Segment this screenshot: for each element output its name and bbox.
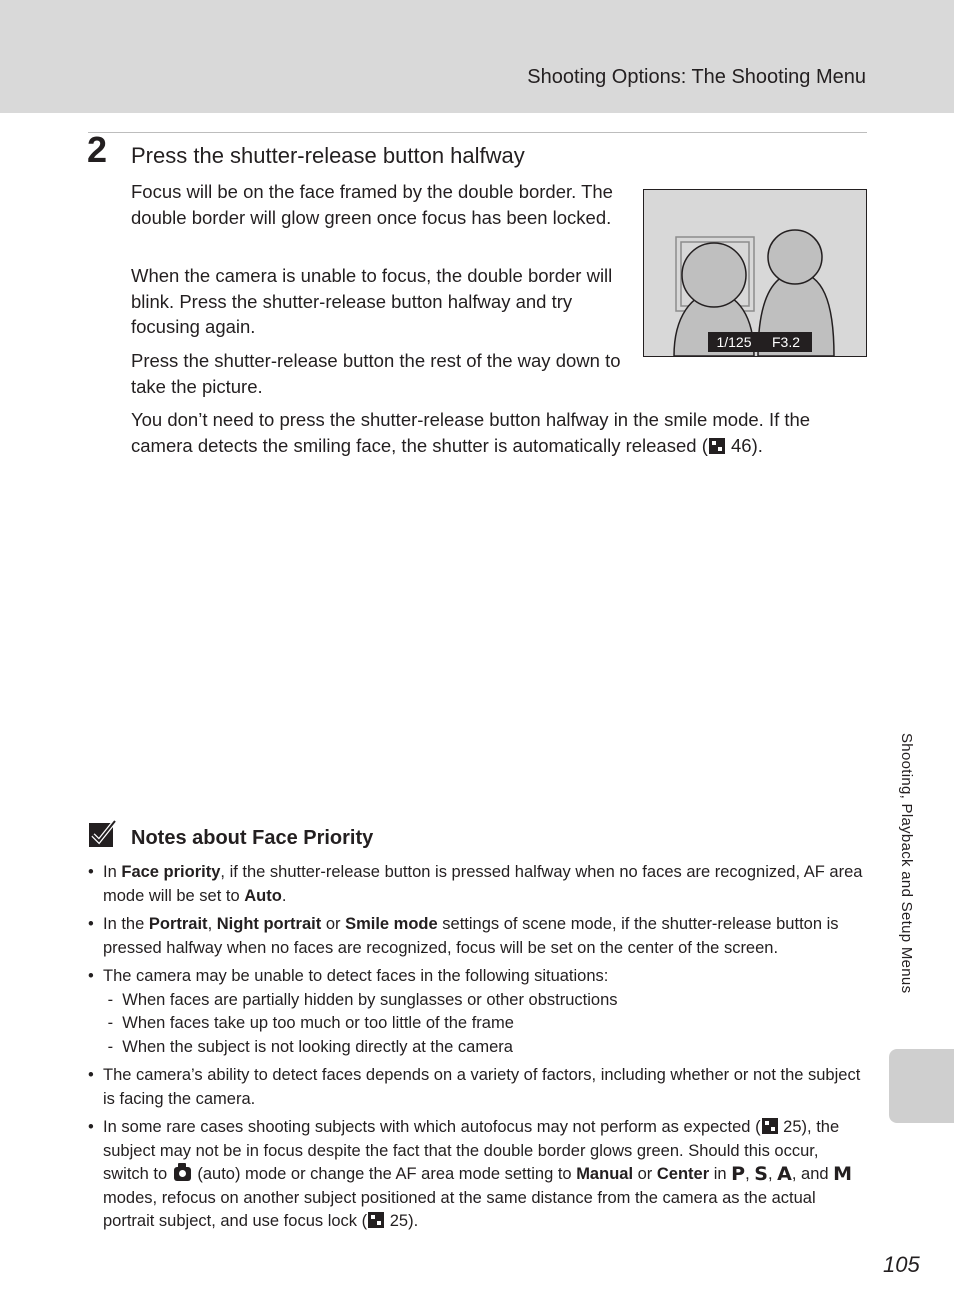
step-paragraph-3: Press the shutter-release button the rest of the way down to take the picture. bbox=[131, 350, 621, 397]
step-paragraph-2: When the camera is unable to focus, the double border will blink. Press the shutter-release button halfway and try focusing again. bbox=[131, 265, 613, 337]
paragraph-4-page-ref: 46 bbox=[731, 434, 752, 456]
sub-list-item: - When faces are partially hidden by sunglasses or other obstructions bbox=[103, 990, 618, 1009]
mode-a-icon: A bbox=[777, 1163, 792, 1185]
page-number: 105 bbox=[883, 1252, 920, 1277]
note-item: • The camera may be unable to detect faces in the following situations: - When faces are partially hidden by sunglasses or other obstructions - When faces take up too much or too little of the frame - When the subject is not looking directly at the camera bbox=[88, 965, 868, 1059]
aperture-readout: F3.2 bbox=[771, 334, 801, 350]
step-paragraph-1: Focus will be on the face framed by the double border. The double border will glow green once focus has been locked. bbox=[131, 181, 613, 228]
face-priority-illustration bbox=[643, 189, 867, 357]
notes-title: Notes about Face Priority bbox=[131, 827, 374, 849]
side-tab-label: Shooting, Playback and Setup Menus bbox=[898, 733, 915, 994]
page-reference-icon bbox=[368, 1212, 384, 1228]
page-reference-icon bbox=[762, 1118, 778, 1134]
sub-list-item: - When faces take up too much or too little of the frame bbox=[103, 1014, 514, 1032]
note-item: • In some rare cases shooting subjects with which autofocus may not perform as expected ( 25), the subject may not be in focus despite the fact that the double border glows green. Should this occur, switch to (auto) mode or change the AF area mode setting to Manual or Center in P, S, A, and M modes, refocus on another subject positioned at the same distance from the camera as the actual portrait subject, and use focus lock ( 25). bbox=[88, 1116, 868, 1234]
step-title: Press the shutter-release button halfway bbox=[131, 143, 525, 168]
mode-m-icon: M bbox=[833, 1163, 853, 1185]
running-head: Shooting Options: The Shooting Menu bbox=[527, 66, 866, 88]
section-rule bbox=[88, 132, 867, 133]
paragraph-4-text-b: ). bbox=[751, 434, 763, 456]
front-person-head bbox=[682, 243, 746, 307]
page-reference-icon bbox=[709, 438, 725, 454]
note-item: • In the Portrait, Night portrait or Smile mode settings of scene mode, if the shutter-release button is pressed halfway when no faces are recognized, focus will be set on the center of the screen. bbox=[88, 913, 868, 960]
sub-list-item: - When the subject is not looking directly at the camera bbox=[103, 1037, 513, 1056]
header-band bbox=[0, 0, 954, 113]
step-number: 2 bbox=[87, 129, 108, 170]
note-item: • The camera’s ability to detect faces depends on a variety of factors, including whether or not the subject is facing the camera. bbox=[88, 1064, 868, 1111]
back-person-head bbox=[768, 230, 822, 284]
mode-p-icon: P bbox=[731, 1163, 746, 1185]
shutter-speed-readout: 1/125 bbox=[716, 334, 752, 350]
illustration-graphic bbox=[644, 190, 866, 356]
mode-s-icon: S bbox=[754, 1163, 768, 1185]
auto-mode-camera-icon bbox=[174, 1167, 191, 1181]
step-paragraph-4 bbox=[131, 407, 871, 458]
situation-sub-list bbox=[103, 989, 868, 1060]
note-item: • In Face priority, if the shutter-release button is pressed halfway when no faces are recognized, AF area mode will be set to Auto. bbox=[88, 861, 868, 908]
checkmark-note-icon bbox=[88, 820, 116, 848]
paragraph-4-text-a: You don’t need to press the shutter-release button halfway in the smile mode. If the camera detects the smiling face, the shutter is automatically released ( bbox=[131, 409, 811, 456]
chapter-thumb-tab bbox=[889, 1049, 954, 1123]
notes-list bbox=[88, 861, 868, 1239]
